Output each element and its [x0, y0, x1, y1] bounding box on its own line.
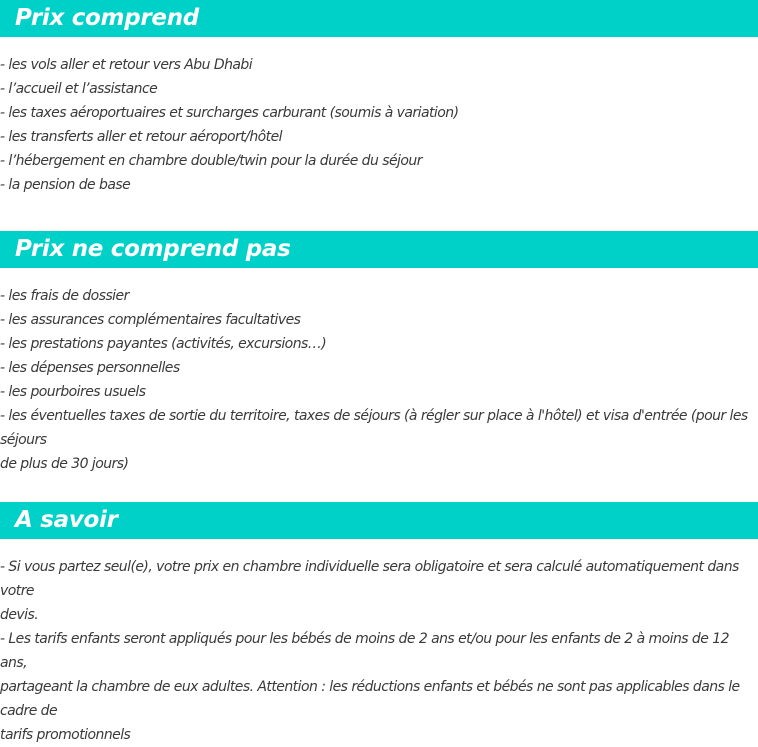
list-item: - les taxes aéroportuaires et surcharges carburant (soumis à variation) [0, 105, 459, 121]
section-header [0, 231, 758, 268]
section-a-savoir [0, 502, 758, 747]
list-item: - les transferts aller et retour aéroport/hôtel [0, 129, 283, 145]
section-body [0, 268, 758, 502]
list-item: - Si vous partez seul(e), votre prix en chambre individuelle sera obligatoire et sera calculé automatiquement dans votre [0, 559, 739, 599]
list-item-continuation: partageant la chambre de eux adultes. Attention : les réductions enfants et bébés ne sont pas applicables dans le cadre de [0, 679, 740, 719]
section-title: Prix comprend [15, 5, 199, 31]
list-item-continuation: de plus de 30 jours) [0, 456, 129, 472]
list-item-continuation: tarifs promotionnels [0, 727, 131, 743]
list-item: - les assurances complémentaires facultatives [0, 312, 301, 328]
list-item: - les prestations payantes (activités, excursions…) [0, 336, 327, 352]
section-title: Prix ne comprend pas [15, 236, 291, 262]
list-item: - les frais de dossier [0, 288, 129, 304]
list-item: - les pourboires usuels [0, 384, 146, 400]
section-prix-comprend [0, 0, 758, 231]
list-item: - l’accueil et l’assistance [0, 81, 158, 97]
list-item: - les dépenses personnelles [0, 360, 180, 376]
section-title: A savoir [15, 507, 118, 533]
list-item: - la pension de base [0, 177, 131, 193]
list-item-continuation: devis. [0, 607, 39, 623]
list-item: - l’hébergement en chambre double/twin pour la durée du séjour [0, 153, 422, 169]
section-header [0, 502, 758, 539]
section-body [0, 37, 758, 231]
list-item: - les éventuelles taxes de sortie du territoire, taxes de séjours (à régler sur place à l'hôtel) et visa d'entrée (pour les séjours [0, 408, 748, 448]
section-prix-ne-comprend-pas [0, 231, 758, 502]
list-item: - Les tarifs enfants seront appliqués pour les bébés de moins de 2 ans et/ou pour les enfants de 2 à moins de 12 ans, [0, 631, 729, 671]
section-body [0, 539, 758, 747]
section-header [0, 0, 758, 37]
list-item: - les vols aller et retour vers Abu Dhabi [0, 57, 253, 73]
